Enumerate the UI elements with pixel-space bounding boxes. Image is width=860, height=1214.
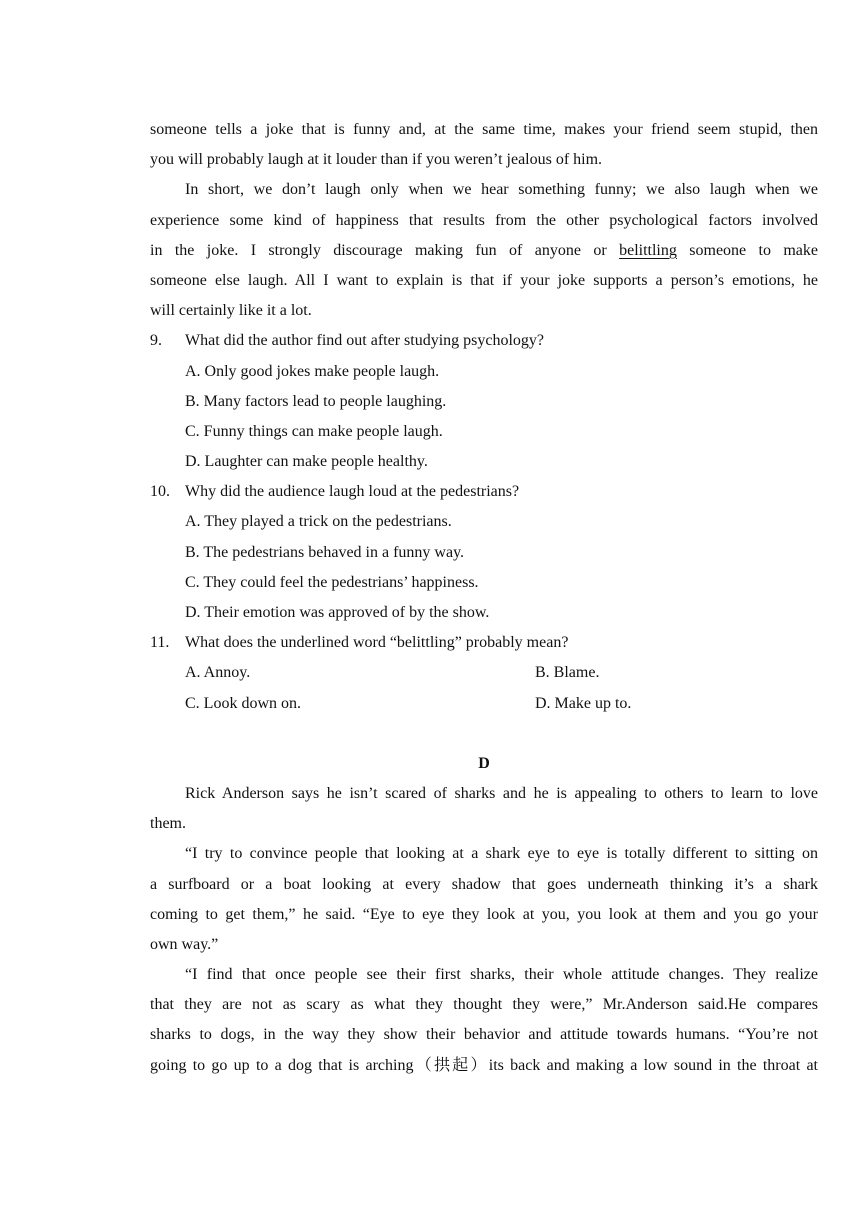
question-number: 11. xyxy=(150,634,170,652)
passage-line: In short, we don’t laugh only when we hear something funny; we also laugh when we xyxy=(185,181,818,199)
question-9 xyxy=(150,326,818,356)
passage-line: someone tells a joke that is funny and, at the same time, makes your friend seem stupid, then xyxy=(150,121,818,138)
passage-line: a surfboard or a boat looking at every shadow that goes underneath thinking it’s a shark xyxy=(150,875,818,893)
options-row xyxy=(150,658,818,688)
question-11 xyxy=(150,628,818,658)
passage-line: them. xyxy=(150,815,186,833)
passage-text: someone to make xyxy=(689,241,818,259)
option-c: C. They could feel the pedestrians’ happiness. xyxy=(185,573,479,591)
option-c: C. Look down on. xyxy=(185,694,301,712)
section-heading: D xyxy=(478,754,490,772)
question-10 xyxy=(150,477,818,507)
option-b: B. Blame. xyxy=(535,664,600,682)
options-row xyxy=(150,689,818,719)
passage-line: you will probably laugh at it louder than if you weren’t jealous of him. xyxy=(150,151,603,169)
question-text: What did the author find out after studying psychology? xyxy=(185,332,545,350)
option-d: D. Their emotion was approved of by the show. xyxy=(185,604,490,621)
option-a: A. They played a trick on the pedestrians. xyxy=(185,513,452,531)
passage-text: in the joke. I strongly discourage making fun of anyone or xyxy=(150,241,607,259)
question-text: Why did the audience laugh loud at the pedestrians? xyxy=(185,483,520,501)
question-number: 9. xyxy=(150,332,162,350)
passage-line: going to go up to a dog that is arching（拱起）its back and making a low sound in the throat at xyxy=(150,1056,818,1074)
option-b: B. Many factors lead to people laughing. xyxy=(185,392,447,410)
underlined-word: belittling xyxy=(619,241,677,259)
passage-line: experience some kind of happiness that results from the other psychological factors involved xyxy=(150,211,818,229)
passage-line: own way.” xyxy=(150,935,219,953)
option-b: B. The pedestrians behaved in a funny way. xyxy=(185,543,465,561)
passage-line xyxy=(150,236,818,266)
option-c: C. Funny things can make people laugh. xyxy=(185,422,443,440)
option-a: A. Annoy. xyxy=(185,664,251,682)
passage-line: will certainly like it a lot. xyxy=(150,302,312,320)
passage-line: Rick Anderson says he isn’t scared of sharks and he is appealing to others to learn to love xyxy=(185,784,818,802)
option-a: A. Only good jokes make people laugh. xyxy=(185,362,440,380)
passage-line: coming to get them,” he said. “Eye to eye they look at you, you look at them and you go your xyxy=(150,905,818,923)
passage-line: “I try to convince people that looking at a shark eye to eye is totally different to sitting on xyxy=(185,845,818,863)
passage-line: someone else laugh. All I want to explain is that if your joke supports a person’s emotions, he xyxy=(150,271,818,289)
question-number: 10. xyxy=(150,483,170,501)
option-d: D. Laughter can make people healthy. xyxy=(185,453,428,471)
option-d: D. Make up to. xyxy=(535,694,632,712)
passage-line: sharks to dogs, in the way they show their behavior and attitude towards humans. “You’re not xyxy=(150,1026,818,1044)
passage-line: “I find that once people see their first sharks, their whole attitude changes. They realize xyxy=(185,966,818,984)
document-page xyxy=(150,115,818,1081)
question-text: What does the underlined word “belittling” probably mean? xyxy=(185,634,569,652)
passage-line: that they are not as scary as what they thought they were,” Mr.Anderson said.He compares xyxy=(150,996,818,1014)
